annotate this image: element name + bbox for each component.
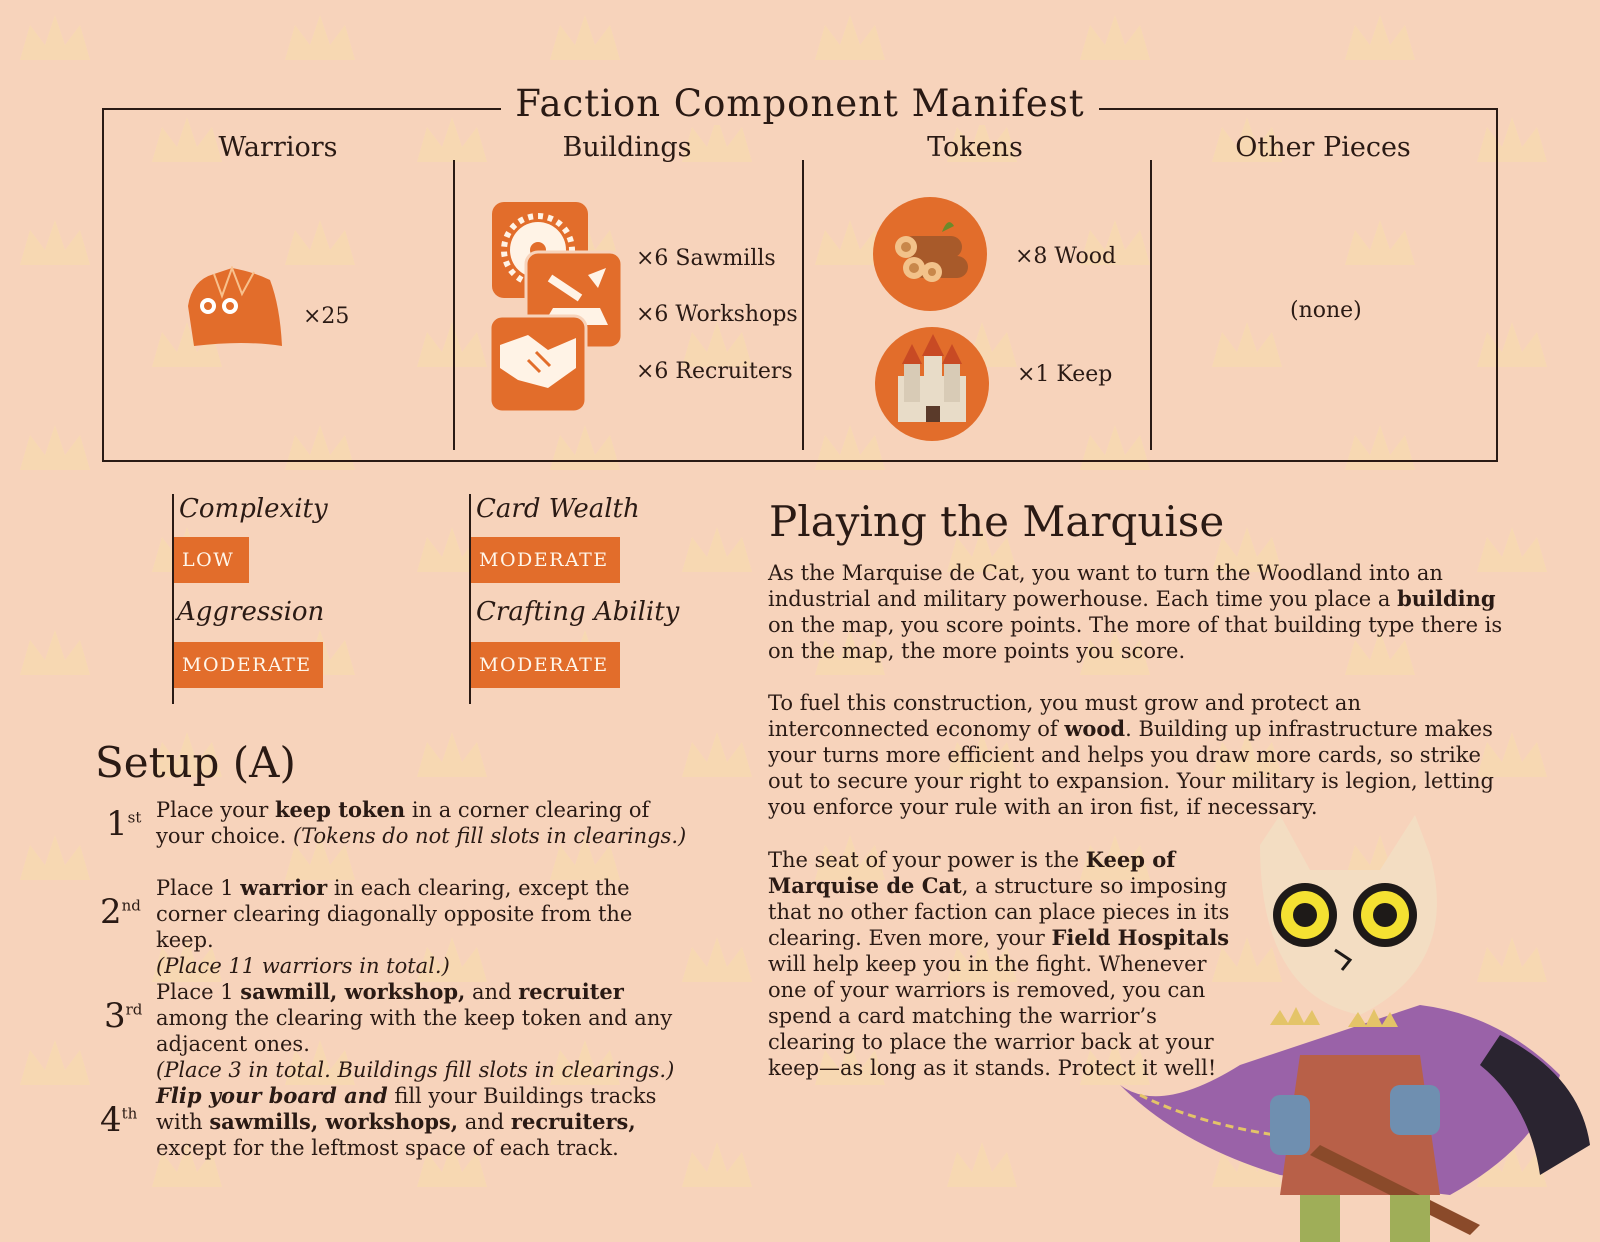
setup-step-4: Flip your board and fill your Buildings tracks with sawmills, workshops, and recruiters, except for the leftmost space of each track. — [156, 1083, 657, 1160]
recruiters-count: ×6 Recruiters — [636, 359, 793, 384]
warriors-count: ×25 — [303, 304, 350, 329]
playing-paragraph-1: As the Marquise de Cat, you want to turn the Woodland into an industrial and military powerhouse. Each time you place a building on the map, you score points. The more of that building type there is on the map, the more points you score. — [768, 561, 1503, 663]
other-pieces-header: Other Pieces — [1235, 132, 1411, 163]
setup-step-3: Place 1 sawmill, workshop, and recruiter among the clearing with the keep token and any adjacent ones. (Place 3 in total. Buildings fill slots in clearings.) — [156, 979, 675, 1082]
manifest-title: Faction Component Manifest — [0, 82, 1600, 125]
sawmills-count: ×6 Sawmills — [636, 246, 776, 271]
marquise-cat-illustration — [1120, 815, 1600, 1242]
card-wealth-label: Card Wealth — [476, 494, 640, 524]
step-number: 1st — [106, 804, 142, 844]
card-wealth-badge: MODERATE — [471, 537, 620, 583]
step-number: 4th — [100, 1100, 138, 1140]
tokens-header: Tokens — [927, 132, 1023, 163]
keep-token-icon — [874, 326, 990, 442]
playing-title: Playing the Marquise — [769, 497, 1225, 546]
crafting-ability-badge: MODERATE — [471, 642, 620, 688]
buildings-header: Buildings — [562, 132, 692, 163]
aggression-badge: MODERATE — [174, 642, 323, 688]
warriors-header: Warriors — [218, 132, 338, 163]
keep-count: ×1 Keep — [1017, 362, 1113, 387]
wood-token-icon — [872, 196, 988, 312]
setup-step-1: Place your keep token in a corner clearing of your choice. (Tokens do not fill slots in clearings.) — [156, 797, 687, 848]
step-number: 2nd — [100, 892, 141, 932]
step-number: 3rd — [104, 996, 143, 1036]
aggression-label: Aggression — [177, 597, 325, 627]
crafting-ability-label: Crafting Ability — [476, 597, 680, 627]
playing-paragraph-3: The seat of your power is the Keep of Marquise de Cat, a structure so imposing that no other faction can place pieces in its clearing. Even more, your Field Hospitals will help keep you in the fight. Whenever one of your warriors is removed, you can spend a card matching the warrior’s clearing to place the warrior back at your keep—as long as it stands. Protect it well! — [768, 847, 1230, 1080]
column-divider — [802, 160, 804, 450]
complexity-badge: LOW — [174, 537, 249, 583]
other-pieces-value: (none) — [1290, 298, 1362, 323]
workshops-count: ×6 Workshops — [636, 302, 798, 327]
setup-step-2: Place 1 warrior in each clearing, except the corner clearing diagonally opposite from the keep. (Place 11 warriors in total.) — [156, 875, 633, 978]
complexity-label: Complexity — [179, 494, 328, 524]
playing-paragraph-2: To fuel this construction, you must grow and protect an interconnected economy of wood. Building up infrastructure makes your turns more efficient and helps you draw more cards, so strike out to secure your right to expansion. Your military is legion, letting you enforce your rule with an iron fist, if necessary. — [768, 691, 1494, 819]
buildings-icon-group — [488, 200, 628, 416]
wood-count: ×8 Wood — [1015, 244, 1117, 269]
setup-title: Setup (A) — [95, 738, 296, 787]
recruiter-icon — [490, 316, 586, 412]
warrior-meeple-icon — [184, 266, 286, 350]
column-divider — [453, 160, 455, 450]
column-divider — [1150, 160, 1152, 450]
